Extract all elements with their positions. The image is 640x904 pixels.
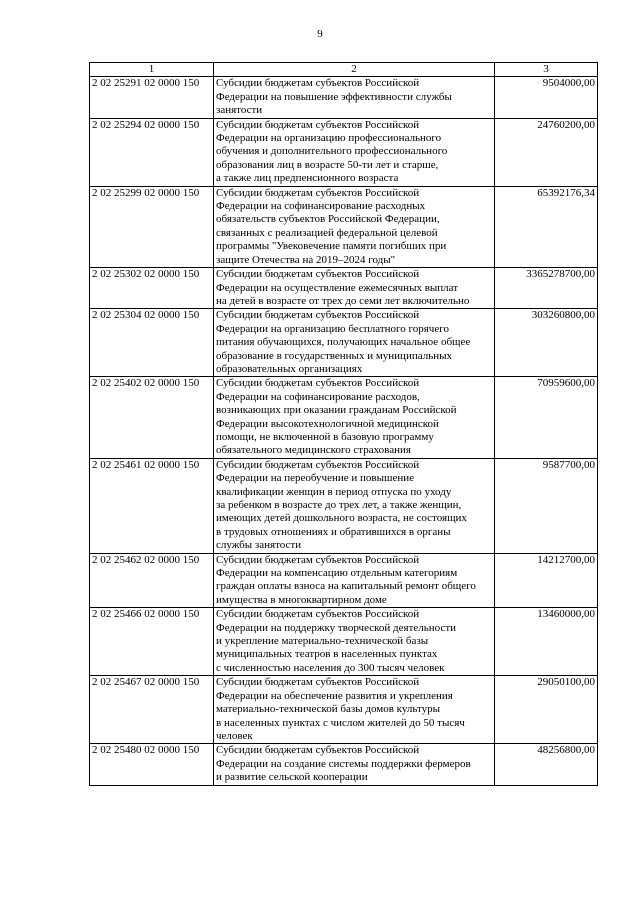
budget-code-cell: 2 02 25294 02 0000 150: [90, 118, 214, 186]
description-cell: Субсидии бюджетам субъектов Российской Федерации на повышение эффективности службы занятости: [214, 77, 495, 118]
description-cell: Субсидии бюджетам субъектов Российской Федерации на обеспечение развития и укрепления материально-технической базы домов культуры в населенных пунктах с числом жителей до 50 тысяч человек: [214, 676, 495, 744]
description-cell: Субсидии бюджетам субъектов Российской Федерации на осуществление ежемесячных выплат на детей в возрасте от трех до семи лет включительно: [214, 268, 495, 309]
amount-cell: 24760200,00: [495, 118, 598, 186]
amount-cell: 29050100,00: [495, 676, 598, 744]
amount-cell: 14212700,00: [495, 553, 598, 608]
header-row: [90, 63, 598, 77]
amount-cell: 3365278700,00: [495, 268, 598, 309]
amount-cell: 70959600,00: [495, 377, 598, 458]
budget-code-cell: 2 02 25402 02 0000 150: [90, 377, 214, 458]
table-row: [90, 186, 598, 267]
budget-code-cell: 2 02 25467 02 0000 150: [90, 676, 214, 744]
amount-cell: 303260800,00: [495, 309, 598, 377]
column-header-description: 2: [214, 63, 495, 77]
subsidies-table: [89, 62, 598, 786]
amount-cell: 65392176,34: [495, 186, 598, 267]
table-row: [90, 377, 598, 458]
table-row: [90, 77, 598, 118]
column-header-code: 1: [90, 63, 214, 77]
page-number: 9: [317, 28, 323, 40]
description-cell: Субсидии бюджетам субъектов Российской Федерации на организацию бесплатного горячего питания обучающихся, получающих начальное общее образование в государственных и муниципальных образовательных организациях: [214, 309, 495, 377]
table-row: [90, 268, 598, 309]
table-row: [90, 744, 598, 785]
amount-cell: 48256800,00: [495, 744, 598, 785]
amount-cell: 9587700,00: [495, 458, 598, 553]
budget-code-cell: 2 02 25302 02 0000 150: [90, 268, 214, 309]
table-row: [90, 118, 598, 186]
budget-code-cell: 2 02 25291 02 0000 150: [90, 77, 214, 118]
table-row: [90, 608, 598, 676]
description-cell: Субсидии бюджетам субъектов Российской Федерации на компенсацию отдельным категориям граждан оплаты взноса на капитальный ремонт общего имущества в многоквартирном доме: [214, 553, 495, 608]
column-header-amount: 3: [495, 63, 598, 77]
table-row: [90, 309, 598, 377]
description-cell: Субсидии бюджетам субъектов Российской Федерации на организацию профессионального обучения и дополнительного профессионального образования лиц в возрасте 50-ти лет и старше, а также лиц предпенсионного возраста: [214, 118, 495, 186]
table-row: [90, 553, 598, 608]
amount-cell: 9504000,00: [495, 77, 598, 118]
amount-cell: 13460000,00: [495, 608, 598, 676]
description-cell: Субсидии бюджетам субъектов Российской Федерации на поддержку творческой деятельности и укрепление материально-технической базы муниципальных театров в населенных пунктах с численностью населения до 300 тысяч человек: [214, 608, 495, 676]
description-cell: Субсидии бюджетам субъектов Российской Федерации на софинансирование расходных обязательств субъектов Российской Федерации, связанных с реализацией федеральной целевой программы "Увековечение памяти погибших при защите Отечества на 2019–2024 годы": [214, 186, 495, 267]
table-row: [90, 458, 598, 553]
table-row: [90, 676, 598, 744]
budget-code-cell: 2 02 25466 02 0000 150: [90, 608, 214, 676]
budget-code-cell: 2 02 25304 02 0000 150: [90, 309, 214, 377]
budget-code-cell: 2 02 25480 02 0000 150: [90, 744, 214, 785]
description-cell: Субсидии бюджетам субъектов Российской Федерации на софинансирование расходов, возникающих при оказании гражданам Российской Федерации высокотехнологичной медицинской помощи, не включенной в базовую программу обязательного медицинского страхования: [214, 377, 495, 458]
budget-code-cell: 2 02 25299 02 0000 150: [90, 186, 214, 267]
budget-code-cell: 2 02 25462 02 0000 150: [90, 553, 214, 608]
description-cell: Субсидии бюджетам субъектов Российской Федерации на создание системы поддержки фермеров и развитие сельской кооперации: [214, 744, 495, 785]
description-cell: Субсидии бюджетам субъектов Российской Федерации на переобучение и повышение квалификации женщин в период отпуска по уходу за ребенком в возрасте до трех лет, а также женщин, имеющих детей дошкольного возраста, не состоящих в трудовых отношениях и обратившихся в органы службы занятости: [214, 458, 495, 553]
budget-code-cell: 2 02 25461 02 0000 150: [90, 458, 214, 553]
